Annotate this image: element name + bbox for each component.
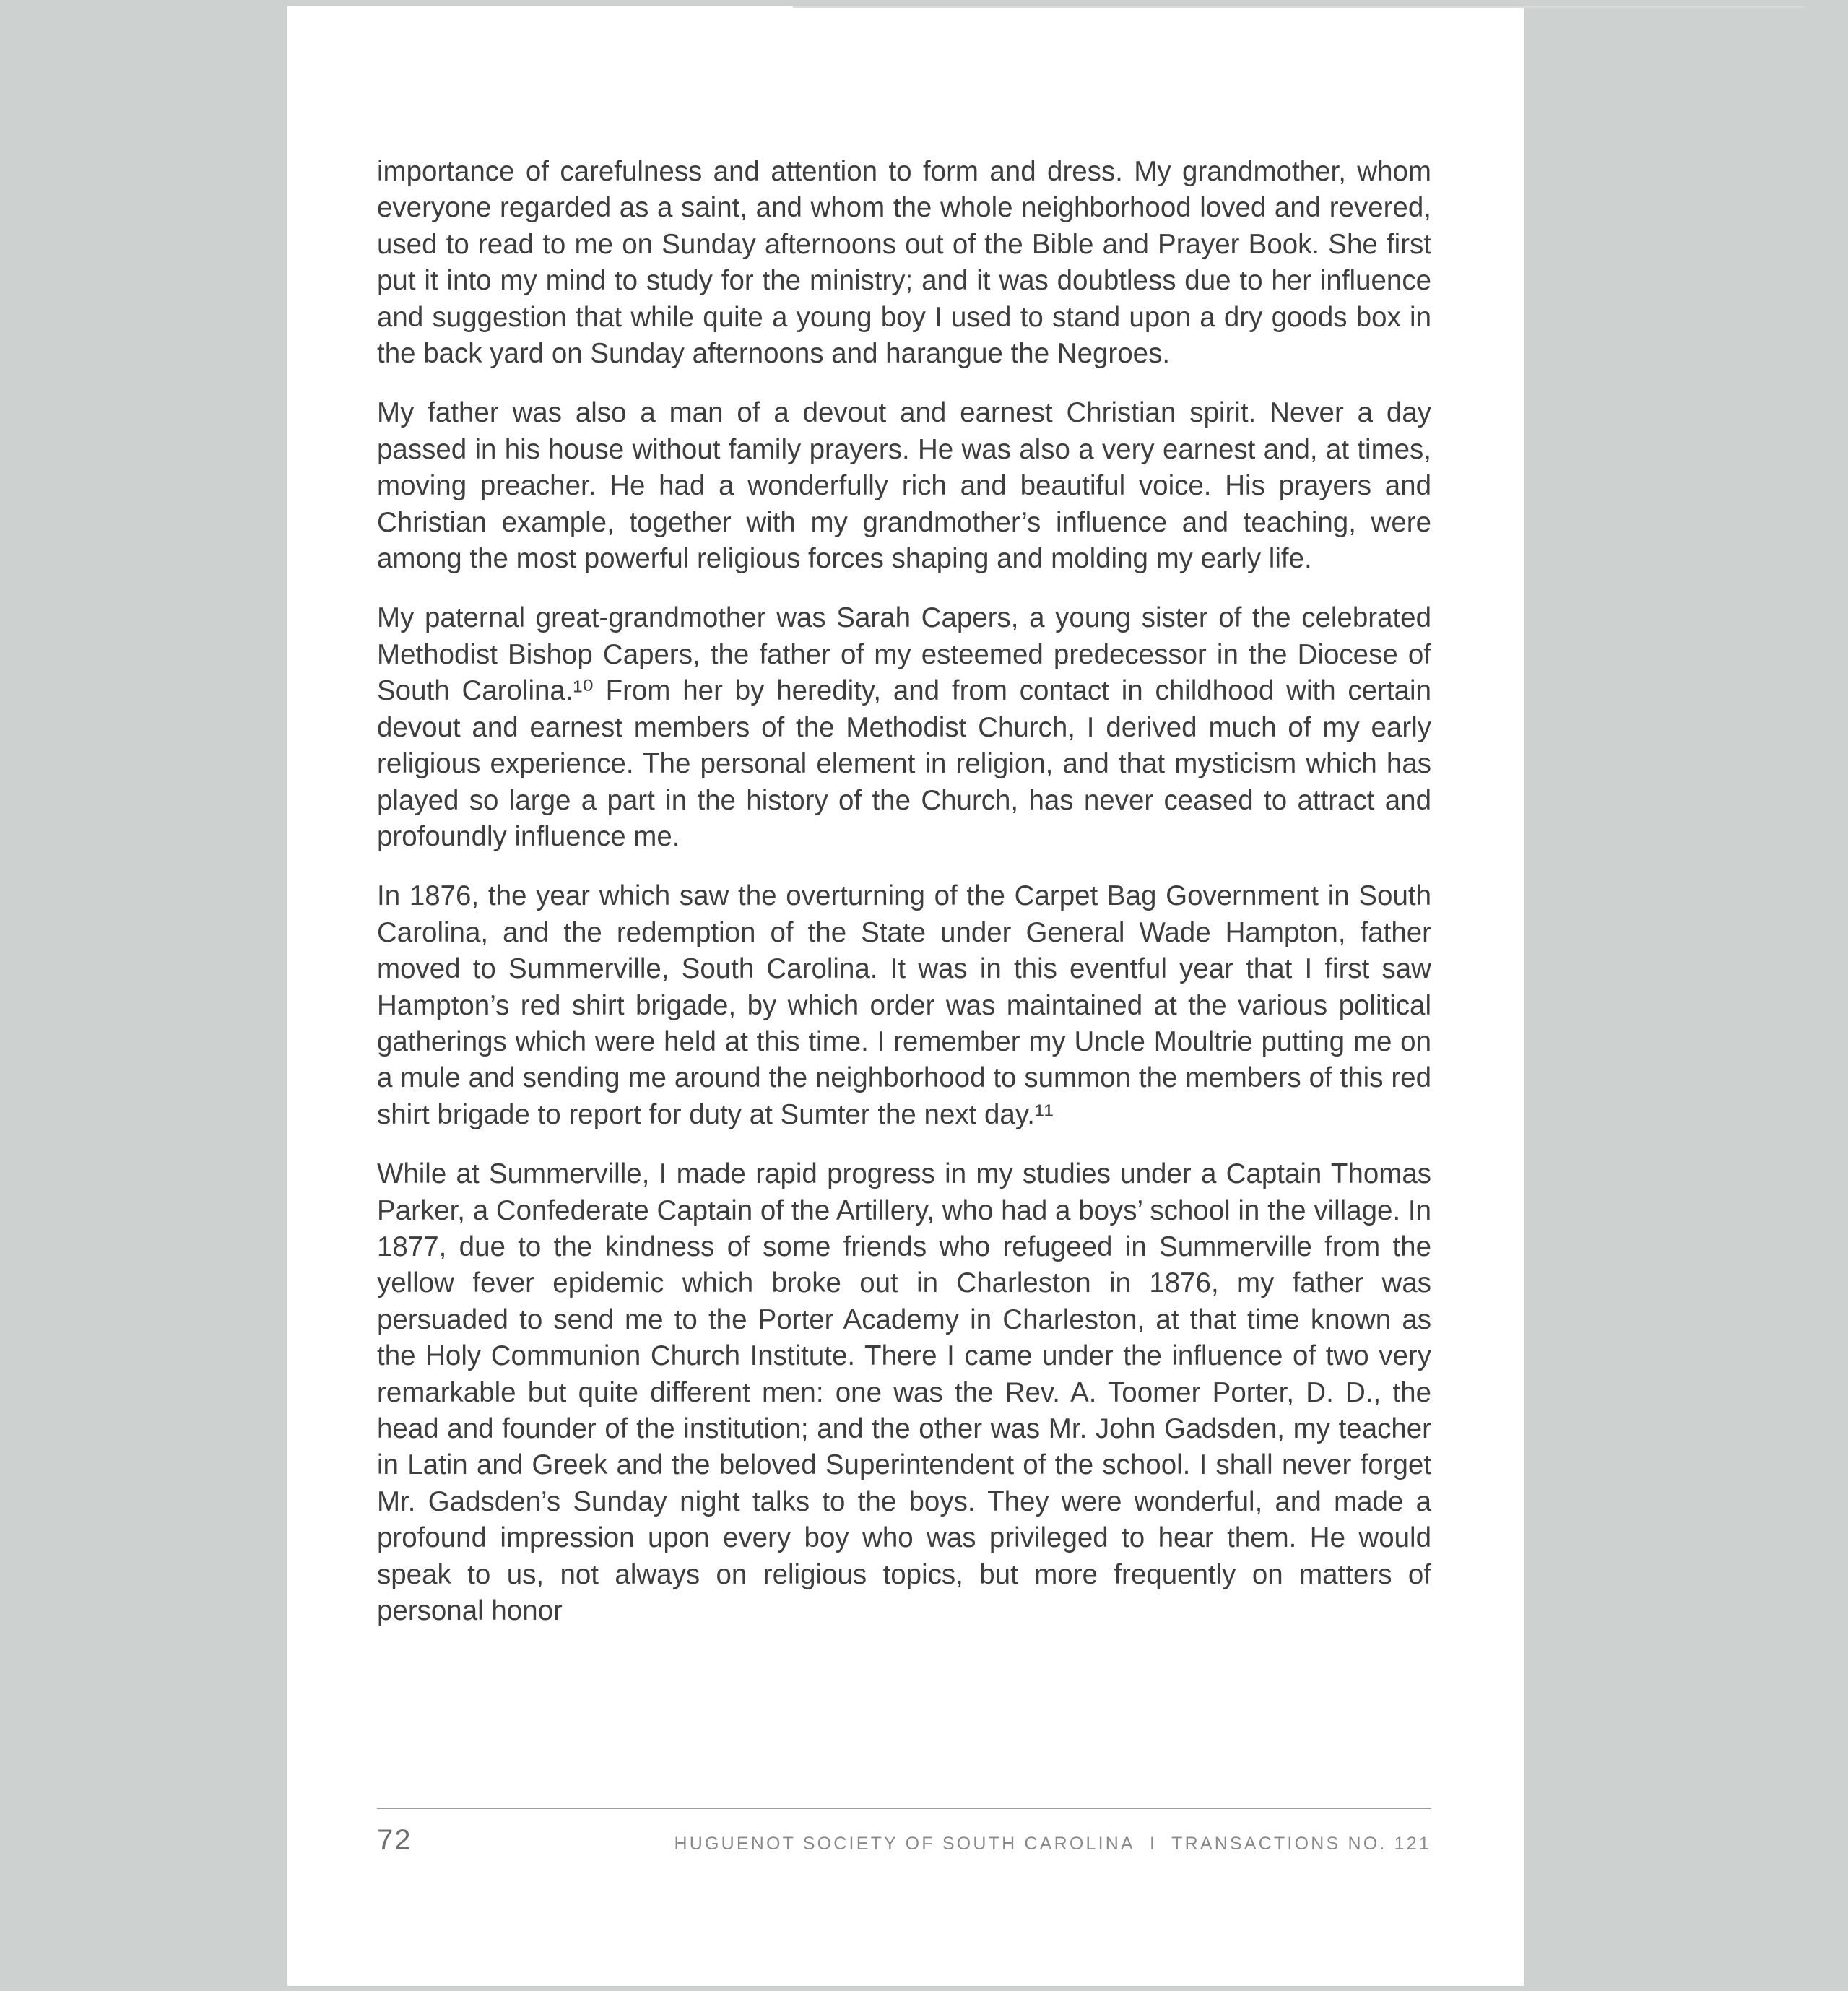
footer-divider [377, 1808, 1431, 1809]
footer-separator: I [1149, 1834, 1158, 1854]
page-footer [377, 1824, 1431, 1860]
page-number: 72 [377, 1824, 412, 1856]
publication-name: HUGUENOT SOCIETY OF SOUTH CAROLINA [674, 1834, 1135, 1854]
paragraph-father: My father was also a man of a devout and earnest Christian spirit. Never a day passed in his house without family prayers. He was also a very earnest and, at times, moving preacher. He had a wonderfully rich and beautiful voice. His prayers and Christian example, together with my grandmother’s influence and teaching, were among the most powerful religious forces shaping and molding my early life. [377, 397, 1431, 575]
series-name: TRANSACTIONS NO. 121 [1171, 1834, 1431, 1854]
paragraph-great-grandmother: My paternal great-grandmother was Sarah Capers, a young sister of the celebrated Methodist Bishop Capers, the father of my esteemed predecessor in the Diocese of South Carolina.¹⁰ From her by heredity, and from contact in childhood with certain devout and earnest members of the Methodist Church, I derived much of my early religious experience. The personal element in religion, and that mysticism which has played so large a part in the history of the Church, has never ceased to attract and profoundly influence me. [377, 602, 1431, 852]
running-title [674, 1834, 1431, 1855]
paragraph-summerville: While at Summerville, I made rapid progress in my studies under a Captain Thomas Parker, a Confederate Captain of the Artillery, who had a boys’ school in the village. In 1877, due to the kindness of some friends who refugeed in Summerville from the yellow fever epidemic which broke out in Charleston in 1876, my father was persuaded to send me to the Porter Academy in Charleston, at that time known as the Holy Communion Church Institute. There I came under the influence of two very remarkable but quite different men: one was the Rev. A. Toomer Porter, D. D., the head and founder of the institution; and the other was Mr. John Gadsden, my teacher in Latin and Greek and the beloved Superintendent of the school. I shall never forget Mr. Gadsden’s Sunday night talks to the boys. They were wonderful, and made a profound impression upon every boy who was privileged to hear them. He would speak to us, not always on religious topics, but more frequently on matters of personal honor [377, 1158, 1431, 1627]
paragraph-grandmother: importance of carefulness and attention to form and dress. My grandmother, whom everyone regarded as a saint, and whom the whole neighborhood loved and revered, used to read to me on Sunday afternoons out of the Bible and Prayer Book. She first put it into my mind to study for the ministry; and it was doubtless due to her influence and suggestion that while quite a young boy I used to stand upon a dry goods box in the back yard on Sunday afternoons and harangue the Negroes. [377, 156, 1431, 370]
book-page [287, 6, 1524, 1986]
paragraph-1876: In 1876, the year which saw the overturning of the Carpet Bag Government in South Carolina, and the redemption of the State under General Wade Hampton, father moved to Summerville, South Carolina. It was in this eventful year that I first saw Hampton’s red shirt brigade, by which order was maintained at the various political gatherings which were held at this time. I remember my Uncle Moultrie putting me on a mule and sending me around the neighborhood to summon the members of this red shirt brigade to report for duty at Sumter the next day.¹¹ [377, 880, 1431, 1130]
page-top-edge [793, 6, 1804, 8]
body-text [377, 154, 1431, 1629]
